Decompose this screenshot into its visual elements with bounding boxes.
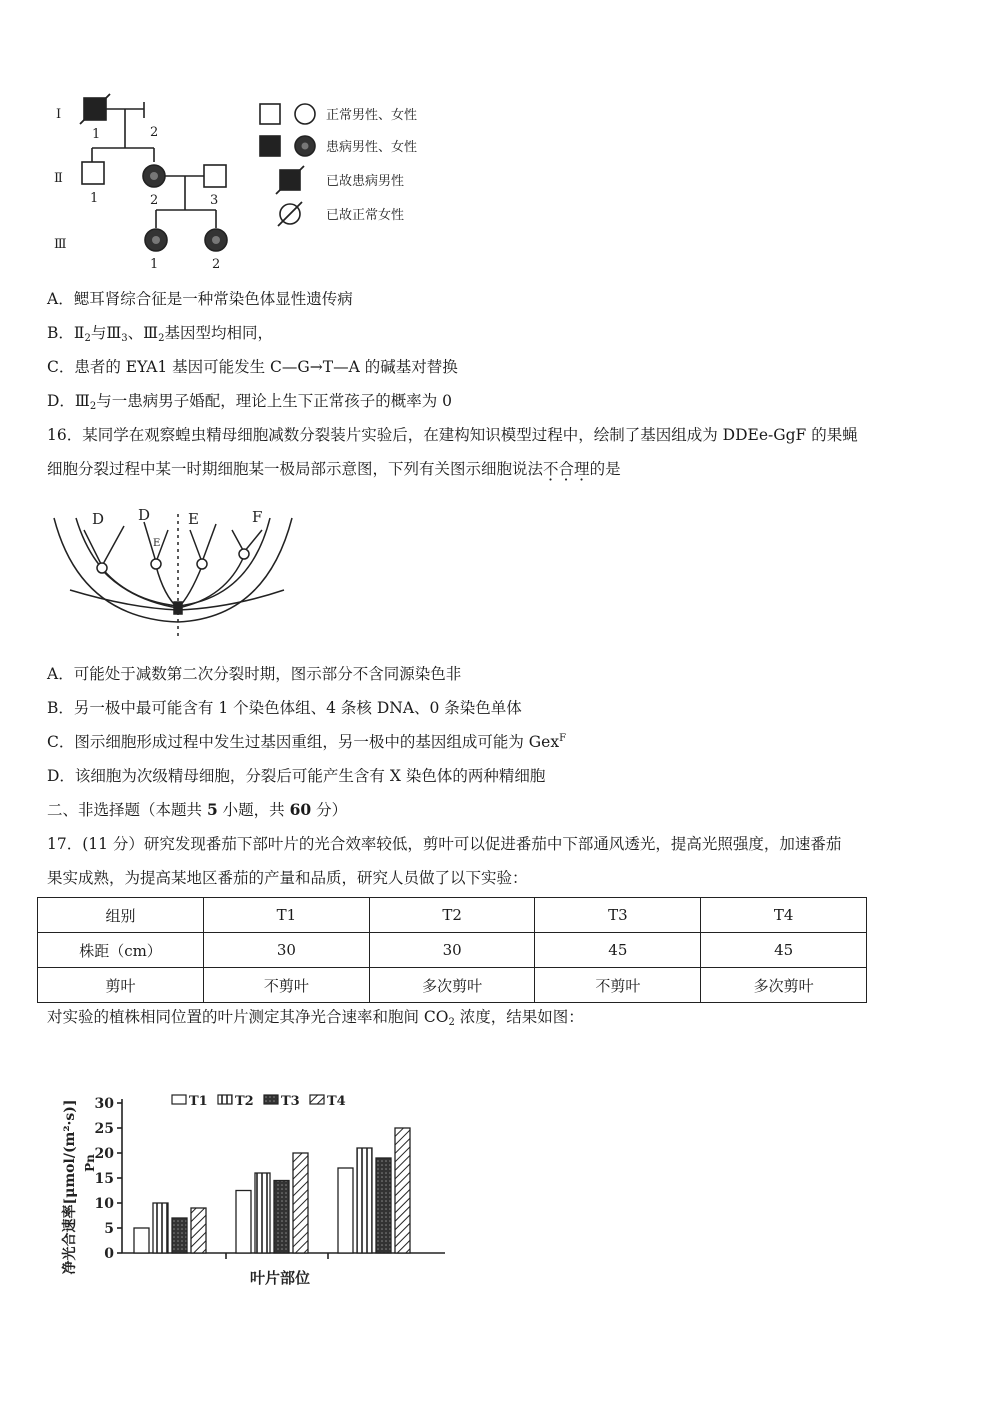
legend-normal-male-icon xyxy=(260,104,280,124)
chart-ylabel-pn: Pn xyxy=(83,1154,97,1172)
pedigree-II1-normal-male xyxy=(82,162,104,184)
table-cell: 45 xyxy=(701,933,867,968)
bar-t4-3 xyxy=(395,1128,410,1253)
q17-stem-line1: 17．(11 分）研究发现番茄下部叶片的光合效率较低，剪叶可以促进番茄中下部通风透光，提高光照强度，加速番茄 xyxy=(47,835,842,853)
y-tick-label: 25 xyxy=(94,1121,114,1137)
legend-label-deceased-affected-male: 已故患病男性 xyxy=(326,174,405,189)
y-tick-label: 5 xyxy=(104,1221,114,1237)
table-cell: 不剪叶 xyxy=(204,968,370,1003)
y-tick-label: 0 xyxy=(104,1246,114,1262)
table-cell: 30 xyxy=(369,933,535,968)
table-row xyxy=(38,933,867,968)
pedigree-II3-normal-male xyxy=(204,165,226,187)
chart-xlabel: 叶片部位 xyxy=(249,1269,311,1287)
num-III1: 1 xyxy=(150,257,159,272)
bar-t2-2 xyxy=(255,1173,270,1253)
table-cell: 多次剪叶 xyxy=(701,968,867,1003)
bar-t4-2 xyxy=(293,1153,308,1253)
table-cell: T1 xyxy=(204,898,370,933)
q16-stem-line2: 细胞分裂过程中某一时期细胞某一极局部示意图，下列有关图示细胞说法不合理的是 xyxy=(47,460,621,478)
gene-label-E1: E xyxy=(153,538,161,549)
chart-ylabel: 净光合速率[μmol/(m²·s)] xyxy=(62,1099,78,1275)
q17-experiment-table xyxy=(37,897,867,1003)
gene-label-E2: E xyxy=(188,510,199,528)
bar-t4-1 xyxy=(191,1208,206,1253)
legend-normal-female-icon xyxy=(295,104,315,124)
legend-label-t2: T2 xyxy=(235,1094,254,1109)
table-cell: T2 xyxy=(369,898,535,933)
section2-heading: 二、非选择题（本题共 5 小题，共 60 分） xyxy=(47,800,348,819)
bar-t3-2 xyxy=(274,1181,289,1254)
q16-stem-line1: 16．某同学在观察蝗虫精母细胞减数分裂装片实验后，在建构知识模型过程中，绘制了基因组成为 DDEe-GgF 的果蝇 xyxy=(47,426,858,444)
legend-label-affected: 患病男性、女性 xyxy=(326,140,418,155)
table-row xyxy=(38,898,867,933)
legend-affected-male-icon xyxy=(260,136,280,156)
legend-swatch-t2 xyxy=(218,1095,232,1104)
q17-stem-line2: 果实成熟，为提高某地区番茄的产量和品质，研究人员做了以下实验： xyxy=(47,869,528,887)
y-tick-label: 20 xyxy=(94,1146,114,1162)
q15-option-d: D．$Ⅲ_2$与一患病男子婚配，理论上生下正常孩子的概率为 0 xyxy=(47,392,453,412)
q15-option-a: A．鳃耳肾综合征是一种常染色体显性遗传病 xyxy=(47,290,353,308)
y-tick-label: 15 xyxy=(94,1171,114,1187)
gene-label-D1: D xyxy=(92,510,105,528)
pedigree-diagram xyxy=(40,88,460,273)
legend-swatch-t3 xyxy=(264,1095,278,1104)
legend-label-t3: T3 xyxy=(281,1094,300,1109)
table-cell: 45 xyxy=(535,933,701,968)
q16-option-b: B．另一极中最可能含有 1 个染色体组、4 条核 DNA、0 条染色单体 xyxy=(47,699,522,717)
bar-t3-3 xyxy=(376,1158,391,1253)
bar-t3-1 xyxy=(172,1218,187,1253)
table-row xyxy=(38,968,867,1003)
q16-option-c: C．图示细胞形成过程中发生过基因重组，另一极中的基因组成可能为 Gex$^F$ xyxy=(47,733,567,751)
legend-label-deceased-normal-female: 已故正常女性 xyxy=(326,208,405,223)
table-cell: T3 xyxy=(535,898,701,933)
gen-label-I: Ⅰ xyxy=(56,107,62,122)
q15-option-b: B．$Ⅱ_2$与$Ⅲ_3$、$Ⅲ_2$基因型均相同， xyxy=(47,324,273,344)
q17-result-intro: 对实验的植株相同位置的叶片测定其净光合速率和胞间 $CO_2$ 浓度，结果如图： xyxy=(47,1008,584,1028)
q16-option-a: A．可能处于减数第二次分裂时期，图示部分不含同源染色非 xyxy=(47,665,462,683)
gene-label-F: F xyxy=(252,508,263,526)
gen-label-II: Ⅱ xyxy=(54,171,63,186)
bar-t2-3 xyxy=(357,1148,372,1253)
bar-t1-3 xyxy=(338,1168,353,1253)
legend-swatch-t1 xyxy=(172,1095,186,1104)
table-cell: 剪叶 xyxy=(38,968,204,1003)
num-II1: 1 xyxy=(90,191,99,206)
legend-swatch-t4 xyxy=(310,1095,324,1104)
bar-t2-1 xyxy=(153,1203,168,1253)
table-cell: 不剪叶 xyxy=(535,968,701,1003)
num-III2: 2 xyxy=(212,257,221,272)
table-cell: 多次剪叶 xyxy=(369,968,535,1003)
num-I2: 2 xyxy=(150,125,159,140)
cell-division-diagram xyxy=(40,500,300,645)
bar-t1-1 xyxy=(134,1228,149,1253)
y-tick-label: 30 xyxy=(94,1096,114,1112)
legend-label-t1: T1 xyxy=(189,1094,208,1109)
y-tick-label: 10 xyxy=(94,1196,114,1212)
table-cell: 组别 xyxy=(38,898,204,933)
photosynthesis-bar-chart xyxy=(40,1075,460,1295)
table-cell: 30 xyxy=(204,933,370,968)
gene-label-D2: D xyxy=(138,506,151,524)
num-II3: 3 xyxy=(210,193,219,208)
num-I1: 1 xyxy=(92,127,101,142)
table-cell: 株距（cm） xyxy=(38,933,204,968)
q15-option-c: C．患者的 EYA1 基因可能发生 C—G→T—A 的碱基对替换 xyxy=(47,358,458,376)
legend-label-t4: T4 xyxy=(327,1094,346,1109)
gen-label-III: Ⅲ xyxy=(54,237,67,252)
legend-label-normal: 正常男性、女性 xyxy=(326,108,418,123)
q16-option-d: D．该细胞为次级精母细胞，分裂后可能产生含有 X 染色体的两种精细胞 xyxy=(47,767,546,785)
table-cell: T4 xyxy=(701,898,867,933)
num-II2: 2 xyxy=(150,193,159,208)
bar-t1-2 xyxy=(236,1191,251,1254)
